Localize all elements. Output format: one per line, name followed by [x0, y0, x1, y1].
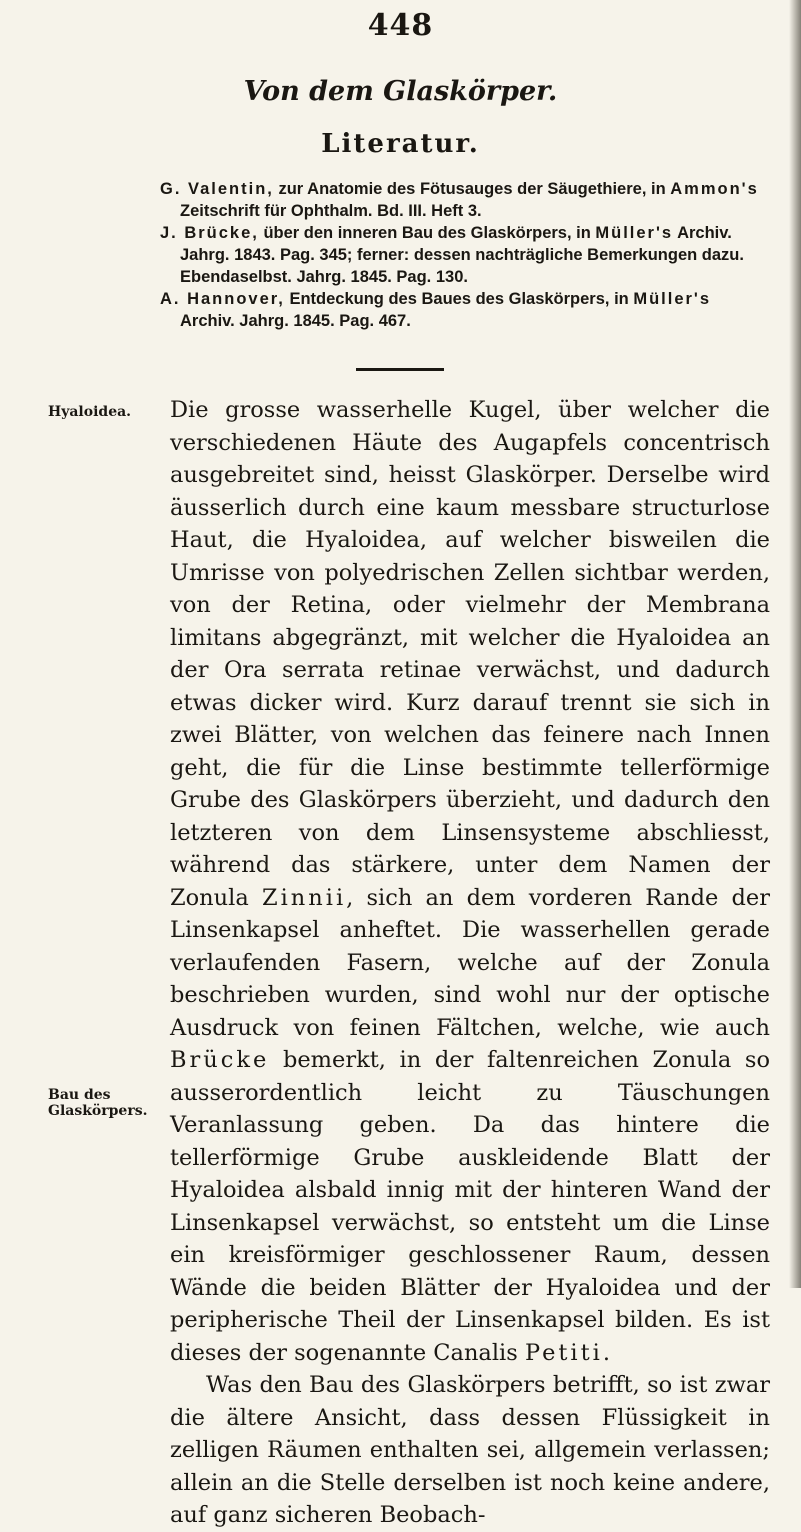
reference-journal: Müller's — [633, 290, 712, 308]
page-number: 448 — [367, 8, 434, 43]
reference-author: A. Hannover, — [160, 290, 285, 308]
reference-source: Archiv. Jahrg. 1843. Pag. 345; ferner: dessen nachträgliche Bemerkungen dazu. Ebendaselbst. Jahrg. 1845. Pag. 130. — [180, 224, 744, 286]
reference-journal: Ammon's — [670, 180, 759, 198]
paragraph-hyaloidea: Die grosse wasserhelle Kugel, über welcher die verschiedenen Häute des Augapfels concentrisch ausgebreitet sind, heisst Glaskörper. Derselbe wird äusserlich durch eine kaum messbare structurlose Haut, die Hyaloidea, auf welcher bisweilen die Umrisse von polyedrischen Zellen sichtbar werden, von der Retina, oder vielmehr der Membrana limitans abgegränzt, mit welcher die Hyaloidea an der Ora serrata retinae verwächst, und dadurch etwas dicker wird. Kurz darauf trennt sie sich in zwei Blätter, von welchen das feinere nach Innen geht, die für die Linse bestimmte tellerförmige Grube des Glaskörpers überzieht, und dadurch den letzteren von dem Linsensysteme abschliesst, während das stärkere, unter dem Namen der Zonula Zinnii, sich an dem vorderen Rande der Linsenkapsel anheftet. Die wasserhellen gerade verlaufenden Fasern, welche auf der Zonula beschrieben wurden, sind wohl nur der optische Ausdruck von feinen Fältchen, welche, wie auch Brücke bemerkt, in der faltenreichen Zonula so ausserordentlich leicht zu Täuschungen Veranlassung geben. Da das hintere die tellerförmige Grube auskleidende Blatt der Hyaloidea alsbald innig mit der hinteren Wand der Linsenkapsel verwächst, so entsteht um die Linse ein kreisförmiger geschlossener Raum, dessen Wände die beiden Blätter der Hyaloidea und der peripherische Theil der Linsenkapsel bilden. Es ist dieses der sogenannte Canalis Petiti. — [170, 397, 770, 1366]
name-zinnii: Zinnii — [261, 884, 347, 911]
reference-item — [160, 222, 768, 288]
section-heading: Literatur. — [321, 129, 480, 159]
reference-journal: Müller's — [595, 224, 674, 242]
section-divider — [356, 368, 444, 371]
reference-author: J. Brücke, — [160, 224, 259, 242]
name-petiti: Petiti — [524, 1339, 603, 1366]
margin-note-bau: Bau des Glaskörpers. — [48, 1087, 148, 1119]
body-text — [170, 394, 770, 1532]
chapter-title: Von dem Glaskörper. — [243, 76, 558, 107]
name-bruecke: Brücke — [170, 1047, 270, 1073]
reference-text: zur Anatomie des Fötusauges der Säugethiere, in — [273, 180, 671, 198]
paragraph-bau: Was den Bau des Glaskörpers betrifft, so ist zwar die ältere Ansicht, dass dessen Flüssigkeit in zelligen Räumen enthalten sei, allgemein verlassen; allein an die Stelle derselben ist noch keine andere, auf ganz sicheren Beobach- — [170, 1372, 770, 1528]
reference-author: G. Valentin, — [160, 180, 274, 198]
page-edge-shadow — [789, 0, 801, 1288]
reference-list — [160, 178, 768, 332]
reference-item — [160, 178, 768, 222]
reference-source: Zeitschrift für Ophthalm. Bd. III. Heft 3. — [180, 202, 482, 220]
reference-source: Archiv. Jahrg. 1845. Pag. 467. — [180, 312, 411, 330]
reference-item — [160, 288, 768, 332]
reference-text: über den inneren Bau des Glaskörpers, in — [258, 224, 596, 242]
margin-note-hyaloidea: Hyaloidea. — [48, 404, 132, 420]
reference-text: Entdeckung des Baues des Glaskörpers, in — [284, 290, 634, 308]
